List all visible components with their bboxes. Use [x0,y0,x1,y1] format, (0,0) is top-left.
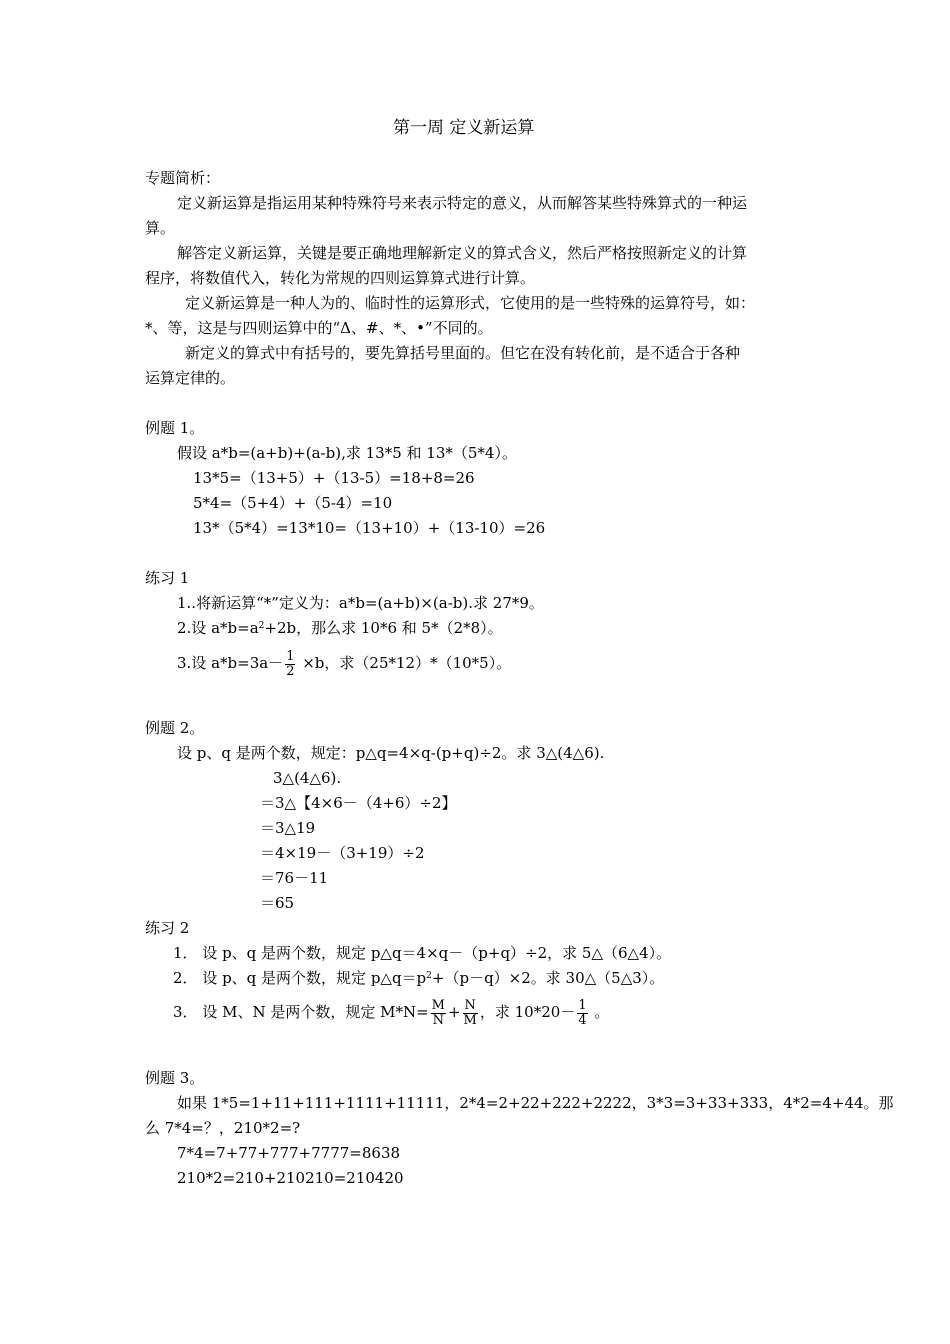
practice-1-question-1: 1..将新运算“*”定义为：a*b=(a+b)×(a-b).求 27*9。 [177,594,544,612]
intro-paragraph-2-line-1: 解答定义新运算，关键是要正确地理解新定义的算式含义，然后严格按照新定义的计算 [177,244,748,262]
practice-1-heading: 练习 1 [145,569,190,587]
practice-2-question-3: 3． 设 M、N 是两个数，规定 M*N= $\frac{M}{N}$ + $\frac{N}{M}$ ，求 10*20－ $\frac{1}{4}$ 。 [173,997,610,1028]
example-2-step-0: 3△(4△6). [273,769,342,787]
example-1-question: 假设 a*b=(a+b)+(a-b),求 13*5 和 13*（5*4）。 [177,444,517,462]
example-1-step-1: 13*5=（13+5）+（13-5）=18+8=26 [193,469,475,487]
page-title: 第一周 定义新运算 [393,118,535,138]
example-1-heading: 例题 1。 [145,419,205,437]
exponent: 2 [426,971,432,981]
example-2-heading: 例题 2。 [145,719,205,737]
fraction-n-over-m: $\frac{N}{M}$ [463,997,477,1028]
practice-1-question-3: 3.设 a*b=3a－ $\frac{1}{2}$ ×b，求（25*12）*（10*5）。 [177,648,512,679]
fraction-one-quarter: $\frac{1}{4}$ [578,997,587,1028]
example-1-step-3: 13*（5*4）=13*10=（13+10）+（13-10）=26 [193,519,546,537]
practice-1-question-2: 2.设 $a*b=a^2+2b$，那么求 10*6 和 5*（2*8）。 [177,619,503,637]
example-2-step-5: ＝65 [260,894,295,912]
example-3-question-line-1: 如果 1*5=1+11+111+1111+11111，2*4=2+22+222+2222，3*3=3+33+333，4*2=4+44。那 [177,1094,894,1112]
example-2-step-3: ＝4×19－（3+19）÷2 [260,844,425,862]
practice-2-question-2: 2． 设 p、q 是两个数，规定 $p\triangle q=p^2+(p-q)\times 2$。求 30△（5△3）。 [173,969,665,987]
practice-2-heading: 练习 2 [145,919,190,937]
intro-heading: 专题简析： [145,169,221,187]
example-3-step-2: 210*2=210+210210=210420 [177,1169,404,1187]
example-3-question-line-2: 么 7*4=？，210*2=? [145,1119,301,1137]
example-1-step-2: 5*4=（5+4）+（5-4）=10 [193,494,393,512]
intro-paragraph-1-line-2: 算。 [145,219,176,237]
intro-paragraph-4-line-2: 运算定律的。 [145,369,236,387]
example-3-heading: 例题 3。 [145,1069,205,1087]
intro-paragraph-2-line-2: 程序，将数值代入，转化为常规的四则运算算式进行计算。 [145,269,536,287]
example-2-step-4: ＝76－11 [260,869,329,887]
example-2-step-2: ＝3△19 [260,819,316,837]
practice-2-question-1: 1． 设 p、q 是两个数，规定 p△q＝4×q－（p+q）÷2，求 5△（6△4）。 [173,944,672,962]
intro-paragraph-3-line-1: 定义新运算是一种人为的、临时性的运算形式，它使用的是一些特殊的运算符号，如： [185,294,756,312]
intro-paragraph-1-line-1: 定义新运算是指运用某种特殊符号来表示特定的意义，从而解答某些特殊算式的一种运 [177,194,748,212]
example-3-step-1: 7*4=7+77+777+7777=8638 [177,1144,401,1162]
intro-paragraph-3-line-2: *、等，这是与四则运算中的“Δ、#、*、•”不同的。 [145,319,493,337]
example-2-question: 设 p、q 是两个数，规定：p△q=4×q-(p+q)÷2。求 3△(4△6). [177,744,605,762]
fraction-m-over-n: $\frac{M}{N}$ [431,997,445,1028]
intro-paragraph-4-line-1: 新定义的算式中有括号的，要先算括号里面的。但它在没有转化前，是不适合于各种 [185,344,741,362]
fraction-one-half: $\frac{1}{2}$ [286,648,295,679]
example-2-step-1: ＝3△【4×6－（4+6）÷2】 [260,794,457,812]
exponent: 2 [258,621,265,631]
